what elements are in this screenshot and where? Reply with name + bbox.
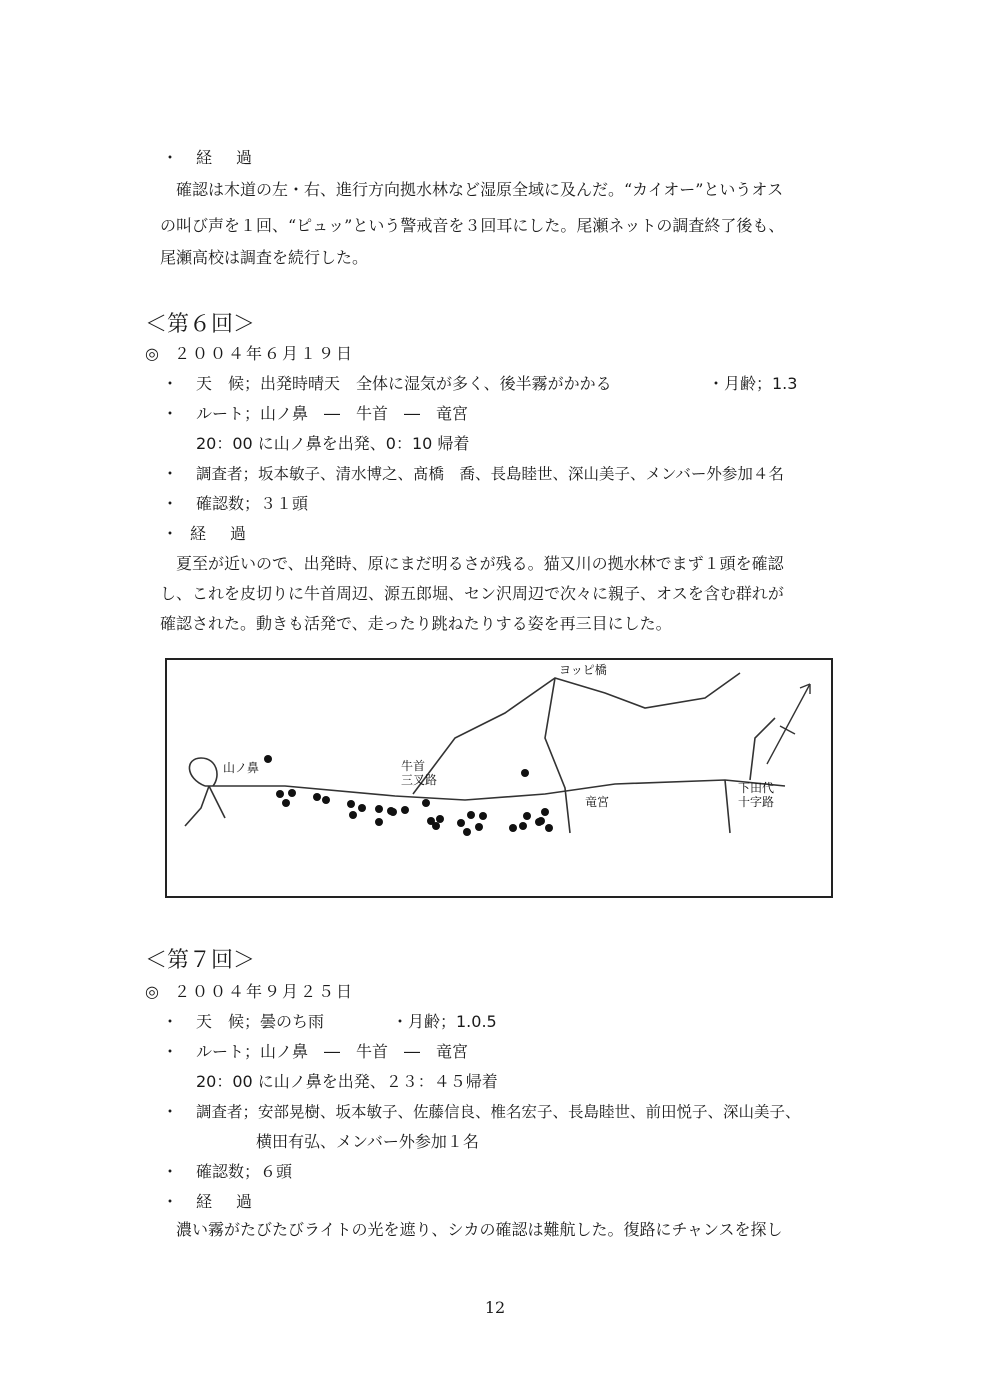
branch-path-line [750,718,775,780]
page-number: 12 [484,1298,506,1317]
deer-dot [389,808,397,816]
paragraph-line: 尾瀬高校は調査を続行した。 [160,248,369,267]
route-time: 20：00 に山ノ鼻を出発、0：10 帰着 [196,434,470,453]
branch-path-line [209,786,225,818]
paragraph-line: し、これを皮切りに牛首周辺、源五郎堀、セン沢周辺で次々に親子、オスを含む群れが [160,584,784,603]
river-line [545,678,570,833]
map-label-yamanohana: 山ノ鼻 [223,761,260,775]
bullet: ・ [162,464,179,483]
deer-dot [509,824,517,832]
deer-dot [521,769,529,777]
deer-dot [375,805,383,813]
branch-path-line [185,786,209,826]
bullet: ・ [162,1192,179,1211]
deer-dot [519,822,527,830]
bullet: ・ [162,524,179,543]
paragraph-line: 夏至が近いので、出発時、原にまだ明るさが残る。猫又川の拠水林でまず１頭を確認 [176,554,784,573]
date: ２００４年９月２５日 [174,982,355,1001]
deer-dot [322,796,330,804]
date-mark: ◎ [145,982,159,1001]
paragraph-line: 濃い霧がたびたびライトの光を遮り、シカの確認は難航した。復路にチャンスを探し [176,1220,783,1239]
surveyors: 調査者；安部晃樹、坂本敏子、佐藤信良、椎名宏子、長島睦世、前田悦子、深山美子、 [196,1103,801,1121]
confirm-count: 確認数；３１頭 [196,494,309,513]
moon-age: ・月齢；1.3 [708,374,798,393]
confirm-count: 確認数；６頭 [196,1162,293,1181]
bullet: ・ [162,404,179,423]
map-label-ryugu: 竜宮 [585,795,610,809]
route-time: 20：00 に山ノ鼻を出発、２３：４５帰着 [196,1072,498,1091]
deer-dot [545,824,553,832]
section-title: ＜第７回＞ [145,948,256,973]
deer-dot [422,799,430,807]
deer-dot [282,799,290,807]
deer-dot [288,789,296,797]
deer-dot [541,808,549,816]
keika-heading: 経 過 [196,148,257,167]
deer-dot [264,755,272,763]
deer-dot [432,822,440,830]
deer-dot [479,812,487,820]
surveyors-cont: 横田有弘、メンバー外参加１名 [256,1132,479,1151]
deer-dot [467,811,475,819]
weather: 天 候；出発時晴天 全体に湿気が多く、後半霧がかかる [196,374,612,393]
bullet: ・ [162,1162,179,1181]
date-mark: ◎ [145,344,159,363]
deer-dot [375,818,383,826]
deer-dot [475,823,483,831]
deer-dot [436,815,444,823]
bullet: ・ [162,374,179,393]
river-line [413,673,740,794]
deer-dot [535,818,543,826]
map-label-yoppi: ヨッピ橋 [559,663,607,677]
section-title: ＜第６回＞ [145,312,256,337]
paragraph-line: 確認は木道の左・右、進行方向拠水林など湿原全域に及んだ。“カイオー”というオス [176,180,784,199]
map-label-jujiro: 十字路 [738,795,775,809]
map-frame [166,659,832,897]
paragraph-line: 確認された。動きも活発で、走ったり跳ねたりする姿を再三目にした。 [160,614,672,633]
bullet: ・ [162,1102,179,1121]
bullet: ・ [162,494,179,513]
weather: 天 候；曇のち雨 [196,1012,325,1031]
map-label-shimotashiro: 下田代 [738,781,775,795]
deer-dot [523,812,531,820]
deer-dot [457,819,465,827]
route: ルート；山ノ鼻 ― 牛首 ― 竜宮 [196,1042,469,1061]
bullet: ・ [162,1042,179,1061]
paragraph-line: の叫び声を１回、“ピュッ”という警戒音を３回耳にした。尾瀬ネットの調査終了後も、 [160,216,785,235]
branch-path-line [725,780,730,833]
date: ２００４年６月１９日 [174,344,355,363]
map-label-ushikubi: 牛首 [401,759,426,773]
keika-heading: 経 過 [190,524,251,543]
deer-dot [347,800,355,808]
loop-path-line [189,758,217,786]
bullet: ・ [162,148,179,167]
deer-dot [401,806,409,814]
route: ルート；山ノ鼻 ― 牛首 ― 竜宮 [196,404,469,423]
deer-dot [313,793,321,801]
deer-dot [276,790,284,798]
sighting-map [165,658,833,898]
keika-heading: 経 過 [196,1192,257,1211]
surveyors: 調査者；坂本敏子、清水博之、髙橋 喬、長島睦世、深山美子、メンバー外参加４名 [196,465,784,483]
map-label-sansaro: 三叉路 [401,773,438,787]
deer-dot [358,804,366,812]
north-arrow [767,684,810,764]
moon-age: ・月齢；1.0.5 [392,1012,497,1031]
deer-dot [349,811,357,819]
deer-dot [463,828,471,836]
bullet: ・ [162,1012,179,1031]
